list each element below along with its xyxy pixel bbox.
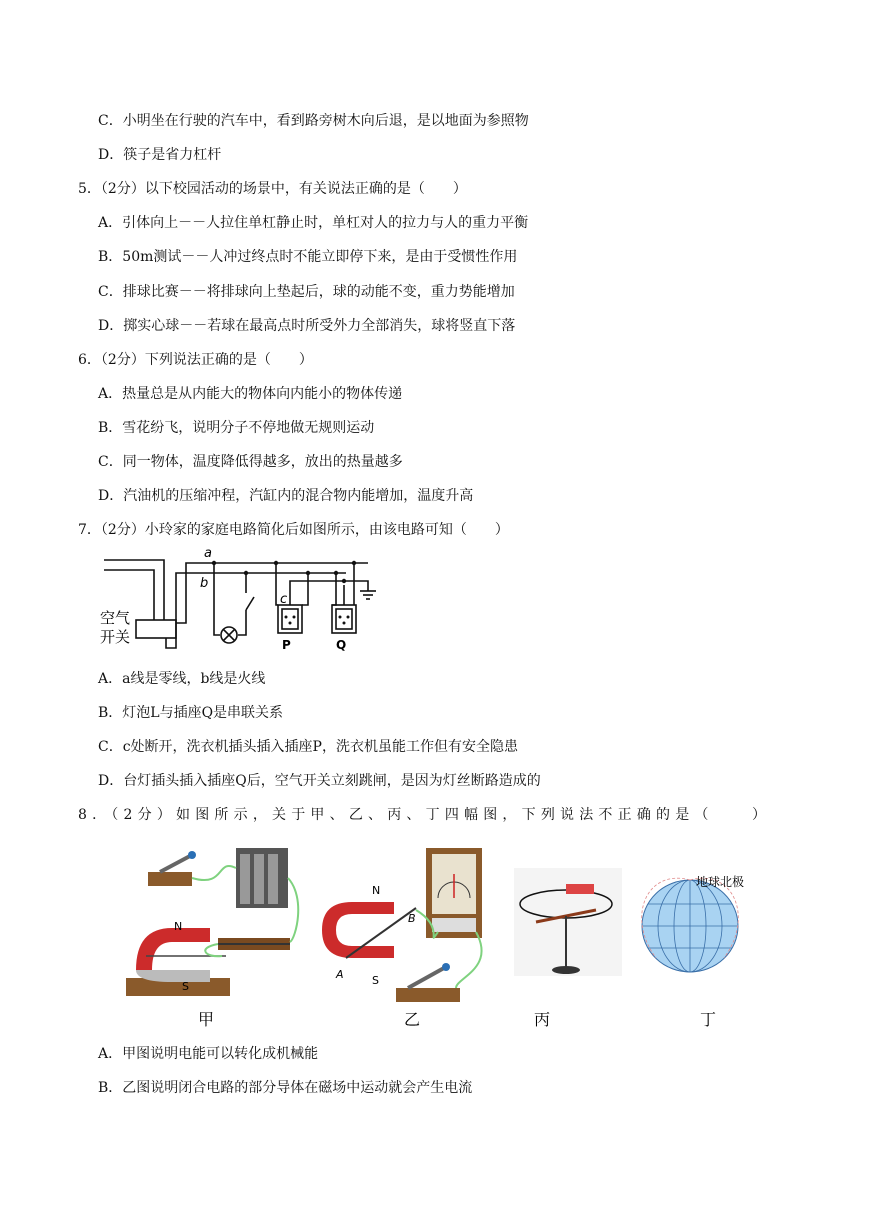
q7-label-a: a: [204, 546, 212, 561]
jia-magnet-n: N: [174, 920, 183, 933]
q7-option-a: A．a线是零线，b线是火线: [98, 671, 266, 687]
caption-ding: 丁: [700, 1010, 717, 1029]
q7-stem: 7．（2分）小玲家的家庭电路简化后如图所示，由该电路可知（ ）: [78, 522, 509, 538]
q8-option-a: A．甲图说明电能可以转化成机械能: [98, 1046, 319, 1062]
q7-label-q: Q: [336, 638, 347, 652]
q5-stem: 5．（2分）以下校园活动的场景中，有关说法正确的是（ ）: [78, 181, 467, 197]
q7-label-p: P: [282, 638, 291, 652]
q6-option-d: D．汽油机的压缩冲程，汽缸内的混合物内能增加，温度升高: [98, 488, 474, 504]
caption-yi: 乙: [404, 1010, 421, 1029]
q5-option-a: A．引体向上－－人拉住单杠静止时，单杠对人的拉力与人的重力平衡: [98, 215, 529, 231]
yi-label-a: A: [336, 968, 344, 981]
jia-magnet-s: S: [182, 980, 189, 993]
q5-option-c: C．排球比赛－－将排球向上垫起后，球的动能不变，重力势能增加: [98, 284, 515, 300]
ding-earth-north-label: 地球北极: [696, 875, 745, 889]
q5-option-d: D．掷实心球－－若球在最高点时所受外力全部消失，球将竖直下落: [98, 318, 516, 334]
q6-stem: 6．（2分）下列说法正确的是（ ）: [78, 352, 313, 368]
q7-label-b: b: [200, 576, 209, 591]
q4-option-d: D．筷子是省力杠杆: [98, 147, 222, 163]
q7-option-d: D．台灯插头插入插座Q后，空气开关立刻跳闸，是因为灯丝断路造成的: [98, 773, 541, 789]
q8-stem: 8．（2分）如图所示，关于甲、乙、丙、丁四幅图，下列说法不正确的是（ ）: [78, 807, 772, 823]
panel-ding-earth-magnetic-field: [632, 868, 750, 976]
q8-option-b: B．乙图说明闭合电路的部分导体在磁场中运动就会产生电流: [98, 1080, 473, 1096]
q7-label-c: c: [280, 592, 288, 607]
q7-circuit-diagram: [96, 545, 386, 657]
q7-switch-label-2: 开关: [100, 628, 131, 646]
yi-magnet-n: N: [372, 884, 381, 897]
q8-figure: [126, 838, 766, 1038]
q7-switch-label-1: 空气: [100, 609, 131, 627]
q7-option-c: C．c处断开，洗衣机插头插入插座P，洗衣机虽能工作但有安全隐患: [98, 739, 518, 755]
yi-label-b: B: [408, 912, 416, 925]
q5-option-b: B．50m测试－－人冲过终点时不能立即停下来，是由于受惯性作用: [98, 249, 518, 265]
q6-option-b: B．雪花纷飞，说明分子不停地做无规则运动: [98, 420, 375, 436]
q4-option-c: C．小明坐在行驶的汽车中，看到路旁树木向后退，是以地面为参照物: [98, 113, 529, 129]
panel-bing-oersted-experiment: [514, 868, 622, 976]
q7-option-b: B．灯泡L与插座Q是串联关系: [98, 705, 284, 721]
caption-bing: 丙: [534, 1010, 551, 1029]
panel-jia-motor-experiment: [126, 848, 298, 996]
q6-option-c: C．同一物体，温度降低得越多，放出的热量越多: [98, 454, 403, 470]
caption-jia: 甲: [198, 1010, 215, 1029]
panel-yi-induction-experiment: [322, 848, 482, 1002]
q6-option-a: A．热量总是从内能大的物体向内能小的物体传递: [98, 386, 403, 402]
yi-magnet-s: S: [372, 974, 379, 987]
